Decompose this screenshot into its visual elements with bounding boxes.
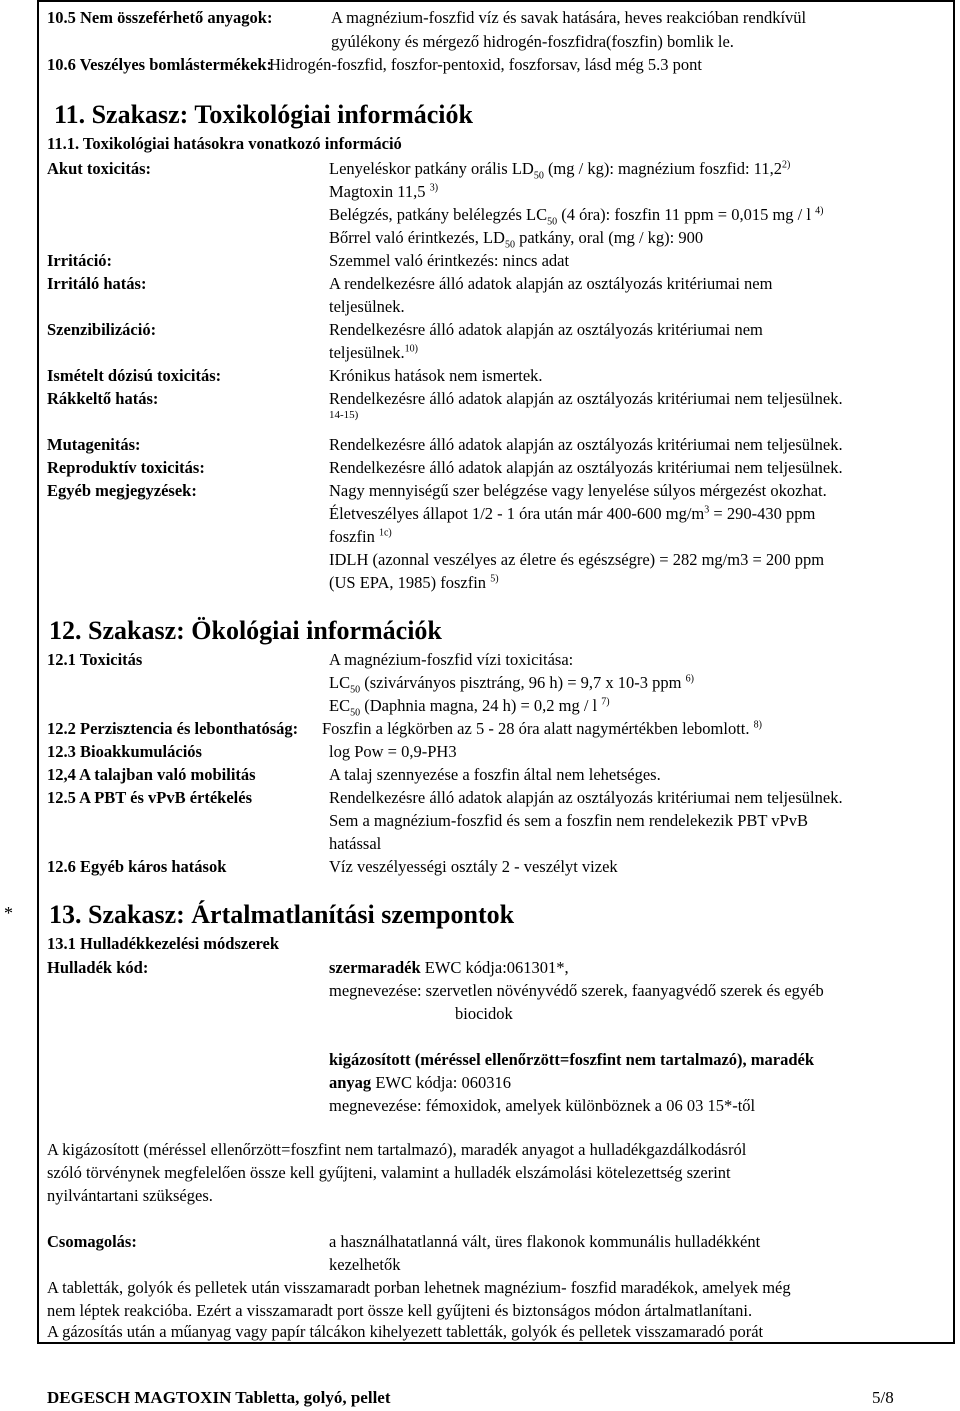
reproductive-text: Rendelkezésre álló adatok alapján az osztályozás kritériumai nem teljesülnek.	[329, 458, 843, 477]
irritant-effect-text-cont: teljesülnek.	[329, 297, 405, 316]
irritant-effect-text: A rendelkezésre álló adatok alapján az osztályozás kritériumai nem	[329, 274, 773, 293]
mutagenicity-label: Mutagenitás:	[47, 435, 141, 454]
section-10-6-text: Hidrogén-foszfid, foszfor-pentoxid, foszforsav, lásd még 5.3 pont	[269, 55, 702, 74]
pbt-text-3: hatással	[329, 834, 382, 853]
repeated-dose-label: Ismételt dózisú toxicitás:	[47, 366, 222, 385]
mobility-text: A talaj szennyezése a foszfin által nem lehetséges.	[329, 765, 661, 784]
waste-code-6: megnevezése: fémoxidok, amelyek különböznek a 06 03 15*-től	[329, 1096, 756, 1115]
section-10-5-label: 10.5 Nem összeférhető anyagok:	[47, 8, 273, 27]
acute-dermal-ld50: Bőrrel való érintkezés, $LD_{50}$ patkány, oral (mg / kg): 900	[329, 228, 704, 251]
irritant-effect-label: Irritáló hatás:	[47, 274, 147, 293]
footer-page-number: 5/8	[872, 1388, 894, 1407]
residue-paragraph-1: A tabletták, golyók és pelletek után visszamaradt porban lehetnek magnézium- foszfid maradékok, amelyek még	[47, 1278, 791, 1297]
toxicity-ec50: $EC_{50}$ (Daphnia magna, 24 h) = 0,2 mg / l $^{7)}$	[329, 696, 610, 719]
acute-magtoxin: Magtoxin 11,5 $^{3)}$	[329, 182, 439, 201]
bioaccumulation-text: log Pow = 0,9-PH3	[329, 742, 457, 761]
other-remarks-label: Egyéb megjegyzések:	[47, 481, 197, 500]
other-adverse-label: 12.6 Egyéb káros hatások	[47, 857, 227, 876]
irritation-text: Szemmel való érintkezés: nincs adat	[329, 251, 570, 270]
section-11-1-subheading: 11.1. Toxikológiai hatásokra vonatkozó információ	[47, 134, 402, 153]
waste-code-4: kigázosított (méréssel ellenőrzött=foszfint nem tartalmazó), maradék	[329, 1050, 815, 1069]
packaging-label: Csomagolás:	[47, 1232, 137, 1251]
disposal-paragraph-2: szóló törvénynek megfelelően össze kell gyűjteni, valamint a hulladék elszámolási kötelezettség szerint	[47, 1163, 731, 1182]
bioaccumulation-label: 12.3 Bioakkumulációs	[47, 742, 202, 761]
repeated-dose-text: Krónikus hatások nem ismertek.	[329, 366, 543, 385]
section-12-heading: 12. Szakasz: Ökológiai információk	[49, 616, 442, 645]
pbt-text-1: Rendelkezésre álló adatok alapján az osztályozás kritériumai nem teljesülnek.	[329, 788, 843, 807]
section-10-5-text-cont: gyúlékony és mérgező hidrogén-foszfidra(foszfin) bomlik le.	[331, 32, 734, 51]
sensitization-label: Szenzibilizáció:	[47, 320, 157, 339]
other-remarks-2: Életveszélyes állapot 1/2 - 1 óra után már 400-600 $mg/m^3 = 290-430$ ppm	[329, 504, 816, 523]
acute-inhalation-lc50: Belégzés, patkány belélegzés $LC_{50}$ (4 óra): foszfin 11 ppm = 0,015 mg / l $^{4)}$	[329, 205, 824, 228]
section-10-6-label: 10.6 Veszélyes bomlástermékek:	[47, 55, 273, 74]
mobility-label: 12,4 A talajban való mobilitás	[47, 765, 256, 784]
section-11-heading: 11. Szakasz: Toxikológiai információk	[54, 100, 473, 129]
acute-oral-ld50: Lenyeléskor patkány orális $LD_{50}$ (mg / kg): magnézium foszfid: 11,2$^{2)}$	[329, 159, 791, 182]
persistence-label: 12.2 Perzisztencia és lebonthatóság:	[47, 719, 299, 738]
waste-code-3: biocidok	[455, 1004, 513, 1023]
section-13-heading: 13. Szakasz: Ártalmatlanítási szempontok	[49, 900, 515, 929]
pbt-label: 12.5 A PBT és vPvB értékelés	[47, 788, 253, 807]
mutagenicity-text: Rendelkezésre álló adatok alapján az osztályozás kritériumai nem teljesülnek.	[329, 435, 843, 454]
packaging-text-1: a használhatatlanná vált, üres flakonok kommunális hulladékként	[329, 1232, 761, 1251]
waste-code-label: Hulladék kód:	[47, 958, 149, 977]
acute-toxicity-label: Akut toxicitás:	[47, 159, 152, 178]
carcinogenicity-text: Rendelkezésre álló adatok alapján az osztályozás kritériumai nem teljesülnek.	[329, 389, 843, 408]
persistence-text: Foszfin a légkörben az 5 - 28 óra alatt nagymértékben lebomlott. $^{8)}$	[322, 719, 762, 738]
waste-code-1: szermaradék EWC kódja:061301*,	[329, 958, 569, 977]
disposal-paragraph-1: A kigázosított (méréssel ellenőrzött=foszfint nem tartalmazó), maradék anyagot a hulladékgazdálkodásról	[47, 1140, 747, 1159]
footer-product-title: DEGESCH MAGTOXIN Tabletta, golyó, pellet	[47, 1388, 391, 1407]
other-remarks-4: IDLH (azonnal veszélyes az életre és egészségre) = 282 mg/m3 = 200 ppm	[329, 550, 825, 569]
residue-paragraph-3: A gázosítás után a műanyag vagy papír tálcákon kihelyezett tabletták, golyók és pelletek visszamaradó porát	[47, 1322, 764, 1341]
revision-marker: *	[4, 903, 13, 923]
disposal-paragraph-3: nyilvántartani szükséges.	[47, 1186, 213, 1205]
other-remarks-1: Nagy mennyiségű szer belégzése vagy lenyelése súlyos mérgezést okozhat.	[329, 481, 827, 500]
packaging-text-2: kezelhetők	[329, 1255, 401, 1274]
section-13-1-subheading: 13.1 Hulladékkezelési módszerek	[47, 934, 280, 953]
pbt-text-2: Sem a magnézium-foszfid és sem a foszfin nem rendelekezik PBT vPvB	[329, 811, 808, 830]
sensitization-text-cont: teljesülnek.$^{10)}$	[329, 343, 418, 362]
section-10-5-text: A magnézium-foszfid víz és savak hatására, heves reakcióban rendkívül	[331, 8, 807, 27]
waste-code-5: anyag EWC kódja: 060316	[329, 1073, 511, 1092]
irritation-label: Irritáció:	[47, 251, 113, 270]
reproductive-label: Reproduktív toxicitás:	[47, 458, 205, 477]
sensitization-text: Rendelkezésre álló adatok alapján az osztályozás kritériumai nem	[329, 320, 763, 339]
waste-code-2: megnevezése: szervetlen növényvédő szerek, faanyagvédő szerek és egyéb	[329, 981, 824, 1000]
residue-paragraph-2: nem léptek reakcióba. Ezért a visszamaradt port össze kell gyűjteni és biztonságos módon ártalmatlanítani.	[47, 1301, 753, 1320]
toxicity-lc50: $LC_{50}$ (szivárványos pisztráng, 96 h) = 9,7 x 10-3 ppm $^{6)}$	[329, 673, 694, 696]
other-remarks-3: foszfin $^{1c)}$	[329, 527, 392, 546]
carcinogenicity-label: Rákkeltő hatás:	[47, 389, 159, 408]
other-adverse-text: Víz veszélyességi osztály 2 - veszélyt vizek	[329, 857, 618, 876]
toxicity-12-1-label: 12.1 Toxicitás	[47, 650, 143, 669]
toxicity-12-1-text: A magnézium-foszfid vízi toxicitása:	[329, 650, 574, 669]
carcinogenicity-ref: 14-15)	[329, 409, 359, 421]
other-remarks-5: (US EPA, 1985) foszfin $^{5)}$	[329, 573, 499, 592]
